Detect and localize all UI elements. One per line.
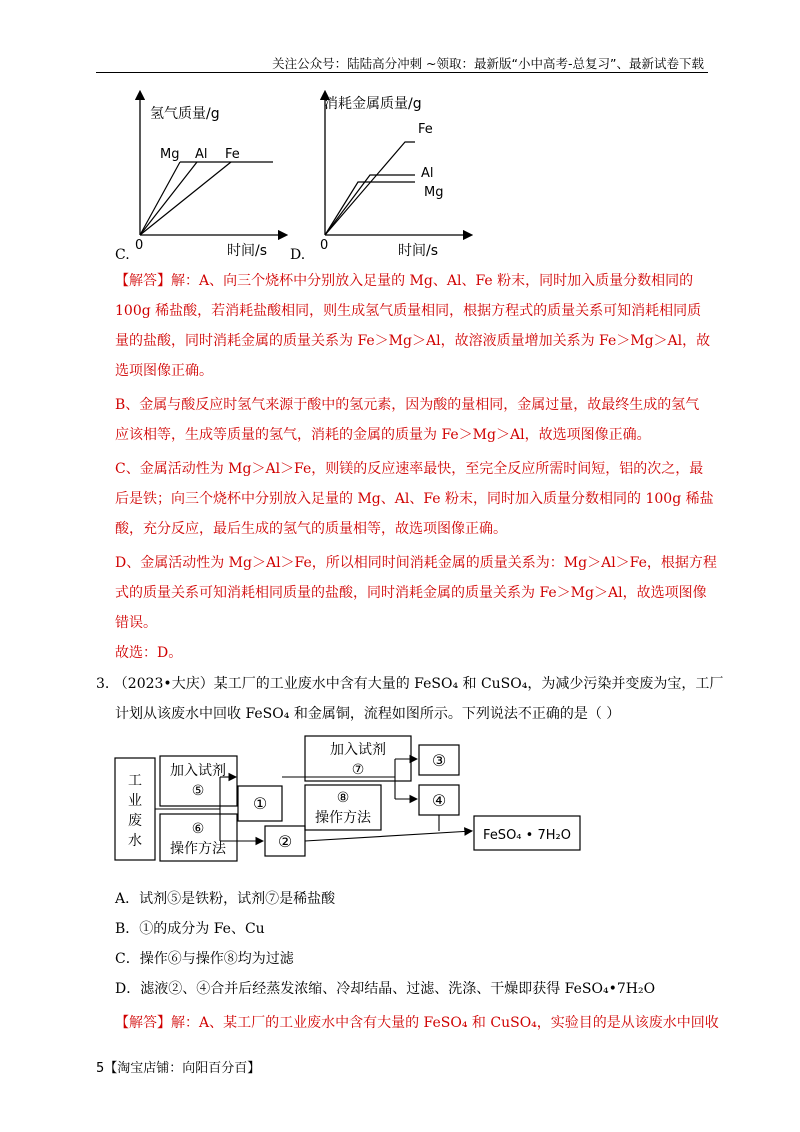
- graph-d: [300, 85, 475, 265]
- answer1-a-line1: 【解答】解：A、向三个烧杯中分别放入足量的 Mg、Al、Fe 粉末，同时加入质量分数相同的: [115, 273, 694, 289]
- answer1-b-line2: 应该相等，生成等质量的氢气，消耗的金属的质量为 Fe＞Mg＞Al，故选项图像正确。: [115, 427, 651, 443]
- node3-label: ③: [431, 751, 447, 770]
- option-b: B．①的成分为 Fe、Cu: [115, 921, 265, 937]
- graph-d-label-mg: Mg: [424, 185, 444, 200]
- graph-c-line-al: [140, 162, 197, 235]
- graph-d-ylabel: 消耗金属质量/g: [324, 96, 422, 112]
- graph-d-line-al: [325, 175, 415, 235]
- graph-d-line-mg: [325, 182, 415, 235]
- page-header: 关注公众号：陆陆高分冲刺 ~领取：最新版“小中高考-总复习”、最新试卷下载: [272, 56, 704, 71]
- reagent7-label: 加入试剂: [330, 742, 386, 758]
- source-char-3: 废: [128, 813, 142, 829]
- graph-c-option-label: C.: [115, 247, 130, 263]
- answer1-a-line4: 选项图像正确。: [115, 363, 213, 379]
- page-number: 5: [96, 1061, 105, 1076]
- graph-c-line-mg: [140, 162, 180, 235]
- answer1-d-line1: D、金属活动性为 Mg＞Al＞Fe，所以相同时间消耗金属的质量关系为：Mg＞Al＞Fe，根据方程: [115, 555, 717, 571]
- graph-d-label-al: Al: [421, 166, 434, 181]
- graph-d-option-label: D.: [290, 247, 306, 263]
- header-rule: [96, 72, 708, 73]
- option-a: A．试剂⑤是铁粉，试剂⑦是稀盐酸: [115, 891, 336, 907]
- answer1-d-line3: 错误。: [115, 615, 157, 631]
- answer1-b-line1: B、金属与酸反应时氢气来源于酸中的氢元素，因为酸的量相同，金属过量，故最终生成的氢气: [115, 397, 700, 413]
- source-char-2: 业: [128, 793, 142, 809]
- page-footer: [96, 1057, 260, 1076]
- reagent5-number: ⑤: [191, 783, 205, 799]
- answer1-c-line2: 后是铁；向三个烧杯中分别放入足量的 Mg、Al、Fe 粉末，同时加入质量分数相同的 100g 稀盐: [115, 491, 714, 507]
- graph-d-svg: [300, 85, 475, 265]
- graph-c: [115, 85, 290, 265]
- question3-line1: 3. （2023•大庆）某工厂的工业废水中含有大量的 FeSO₄ 和 CuSO₄，为减少污染并变废为宝，工厂: [96, 676, 724, 692]
- graph-c-label-mg: Mg: [160, 147, 180, 162]
- question3-line2: 计划从该废水中回收 FeSO₄ 和金属铜，流程如图所示。下列说法不正确的是（ ）: [115, 706, 621, 722]
- graph-d-line-fe: [325, 142, 415, 235]
- graph-d-origin: 0: [320, 238, 329, 253]
- answer1-c-line1: C、金属活动性为 Mg＞Al＞Fe，则镁的反应速率最快，至完全反应所需时间短，铝的次之，最: [115, 461, 704, 477]
- source-char-4: 水: [128, 833, 142, 849]
- source-char-1: 工: [128, 773, 142, 789]
- node1-label: ①: [252, 794, 268, 813]
- answer1-a-line2: 100g 稀盐酸，若消耗盐酸相同，则生成氢气质量相同，根据方程式的质量关系可知消耗相同质: [115, 303, 702, 319]
- reagent7-number: ⑦: [351, 762, 365, 778]
- graph-d-label-fe: Fe: [418, 122, 433, 137]
- graph-d-xlabel: 时间/s: [398, 243, 439, 259]
- node2-label: ②: [277, 832, 293, 851]
- product-label: FeSO₄ • 7H₂O: [483, 828, 571, 843]
- flowchart: [105, 735, 705, 865]
- graph-c-label-al: Al: [195, 147, 208, 162]
- op8-label: 操作方法: [315, 810, 371, 826]
- op6-number: ⑥: [191, 821, 205, 837]
- footer-text: 【淘宝店铺：向阳百分百】: [104, 1061, 261, 1076]
- graph-c-xlabel: 时间/s: [227, 243, 268, 259]
- reagent5-label: 加入试剂: [170, 763, 226, 779]
- op6-label: 操作方法: [170, 841, 226, 857]
- op8-number: ⑧: [336, 790, 350, 806]
- node4-label: ④: [431, 791, 447, 810]
- answer1-d-line2: 式的质量关系可知消耗相同质量的盐酸，同时消耗金属的质量关系为 Fe＞Mg＞Al，故选项图像: [115, 585, 707, 601]
- answer1-c-line3: 酸，充分反应，最后生成的氢气的质量相等，故选项图像正确。: [115, 521, 507, 537]
- graph-c-ylabel: 氢气质量/g: [150, 106, 220, 122]
- graph-c-line-fe: [140, 162, 231, 235]
- answer1-choice: 故选：D。: [115, 645, 183, 661]
- flowchart-svg: [105, 735, 705, 865]
- option-c: C．操作⑥与操作⑧均为过滤: [115, 951, 294, 967]
- option-d: D．滤液②、④合并后经蒸发浓缩、冷却结晶、过滤、洗涤、干燥即获得 FeSO₄•7H₂O: [115, 981, 656, 997]
- graph-c-origin: 0: [135, 238, 144, 253]
- answer2-line: 【解答】解：A、某工厂的工业废水中含有大量的 FeSO₄ 和 CuSO₄，实验目的是从该废水中回收: [115, 1015, 719, 1031]
- graph-c-svg: [115, 85, 290, 265]
- graph-c-label-fe: Fe: [225, 147, 240, 162]
- answer1-a-line3: 量的盐酸，同时消耗金属的质量关系为 Fe＞Mg＞Al，故溶液质量增加关系为 Fe＞Mg＞Al，故: [115, 333, 711, 349]
